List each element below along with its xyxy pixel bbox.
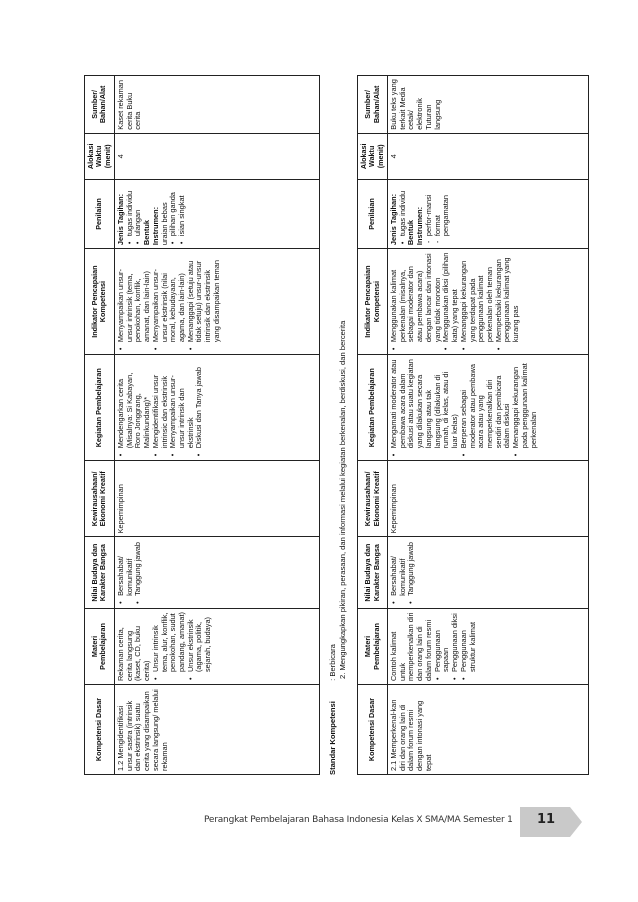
list-item: • pilihan ganda: [169, 183, 178, 236]
footer-title: Perangkat Pembelajaran Bahasa Indonesia Kelas X SMA/MA Semester 1: [204, 815, 513, 825]
table-row: [387, 76, 588, 775]
materi-sub: (agama, politik, sejarah, budaya): [194, 616, 213, 673]
list-item: • Mengidentifikasi unsur intrinsic dan ekstrinsik: [152, 358, 169, 448]
header-alokasi: Alokasi Waktu (menit): [85, 133, 115, 179]
header-kompetensi-dasar: Kompetensi Dasar: [358, 685, 388, 775]
list-item: • Menggunakan diksi (pilihan kata) yang tepat: [442, 252, 459, 342]
materi-sub: tema, alur, konflik, penokohan, sudut pandang, amanat): [159, 612, 186, 673]
list-item: • Menyampaikan unsur-unsur intrinsik (tema, penokohan, konflik, amanat, dan lain-lain): [117, 252, 152, 342]
header-indikator: Indikator Pencapaian Kompetensi: [358, 249, 388, 355]
list-item: • Menyampaikan unsur-unsur ekstrinsik (nilai moral, kebudayaan, agama, dan lain-lain): [152, 252, 187, 342]
list-item: • Penggunaan struktur kalimat: [460, 612, 477, 672]
nilai-cell: [114, 537, 319, 609]
list-item: • Unsur intrinsik tema, alur, konflik, penokohan, sudut pandang, amanat): [152, 612, 187, 672]
header-nilai-budaya: Nilai Budaya dan Karakter Bangsa: [358, 537, 388, 609]
bentuk-instrumen-label: Bentuk Instrumen:: [142, 206, 160, 246]
header-nilai-budaya: Nilai Budaya dan Karakter Bangsa: [85, 537, 115, 609]
list-item: - perfor-mansi: [425, 183, 434, 236]
list-item: • Bersahabat/ komunikatif: [390, 540, 407, 596]
kegiatan-cell: [114, 355, 319, 461]
page-number: 11: [537, 812, 556, 827]
list-item: • Unsur ekstrinsik (agama, politik, sejarah, budaya): [187, 612, 213, 672]
list-item: • Tanggung jawab: [407, 540, 416, 596]
list-item: • Mendengarkan cerita (Misalnya: Si Kabayan, Roro Jonggrang, Malinkundang)*: [117, 358, 152, 448]
materi-cell: [387, 608, 588, 684]
penilaian-cell: [387, 179, 588, 248]
header-kompetensi-dasar: Kompetensi Dasar: [85, 685, 115, 775]
alokasi-cell: 4: [387, 133, 588, 179]
materi-intro: Contoh kalimat untuk memperkenalkan diri dan orang lain di dalam forum resmi: [388, 612, 433, 682]
list-item: • Penggunaan sapaan: [434, 612, 451, 672]
standar-line1: Berbicara: [327, 644, 337, 677]
header-kegiatan: Kegiatan Pembelajaran: [358, 355, 388, 461]
list-item: • Memperbaiki kekurangan penggunaan kalimat yang kurang pas: [495, 252, 521, 342]
standar-label: Standar Kompetensi: [327, 701, 337, 775]
list-item: • Menanggapi kekurangan yang terdapat pada penggunaan kalimat perkenalan oleh teman: [460, 252, 495, 342]
rotated-page-content: [84, 75, 624, 775]
list-item: • isian singkat: [178, 183, 187, 236]
sumber-cell: Kaset rekaman cerita Buku cerita: [114, 76, 319, 134]
list-item: • Penggunaan diksi: [451, 612, 460, 672]
nilai-cell: [387, 537, 588, 609]
indikator-cell: [387, 249, 588, 355]
header-alokasi: Alokasi Waktu (menit): [358, 133, 388, 179]
list-item: • tugas individu: [399, 183, 408, 236]
header-sumber: Sumber/ Bahan/Alat: [358, 76, 388, 134]
list-item: • Menanggapi (setuju atau tidak setuju) unsur-unsur intrinsik dan ekstrinsik yang disampaikan teman: [187, 252, 222, 342]
list-item: • Bersahabat/ komunikatif: [117, 540, 134, 596]
syllabus-table-2: [357, 75, 589, 775]
jenis-tagihan-label: Jenis Tagihan:: [115, 193, 125, 246]
standar-kompetensi: [328, 75, 349, 775]
table-header-row: [85, 76, 115, 775]
kd-cell: 2.1 Memperkenal-kan diri dan orang lain di dalam forum resmi dengan intonasi yang tepat: [387, 685, 588, 775]
standar-line2: 2. Mengungkapkan pikiran, perasaan, dan informasi melalui kegiatan berkenalan, berdiskusi, dan bercerita: [338, 320, 348, 679]
standar-colon: :: [327, 678, 337, 681]
header-kewirausahaan: Kewirausahaan/ Ekonomi Kreatif: [358, 461, 388, 537]
header-penilaian: Penilaian: [85, 179, 115, 248]
header-kegiatan: Kegiatan Pembelajaran: [85, 355, 115, 461]
header-indikator: Indikator Pencapaian Kompetensi: [85, 249, 115, 355]
kd-cell: 1.2 Mengidentifikasi unsur sastra (intrinsik dan ekstrinsik) suatu cerita yang disampaikan secara langsung/ melalui rekaman: [114, 685, 319, 775]
list-item: - format pengamatan: [434, 183, 451, 236]
list-item: • ulangan: [134, 183, 143, 236]
kew-cell: Kepemimpinan: [114, 461, 319, 537]
header-materi: Materi Pembelajaran: [358, 608, 388, 684]
materi-intro: Rekaman cerita, cerita langsung (kaset, CD, buku cerita): [115, 625, 152, 682]
header-penilaian: Penilaian: [358, 179, 388, 248]
bentuk-instrumen-label: Bentuk Instrumen:: [406, 206, 425, 246]
list-item: • Berperan sebagai moderator atau pembawa acara atau yang memperkenalkan diri sendiri dan pembicara dalam diskusi: [460, 358, 512, 448]
syllabus-table-1: [84, 75, 320, 775]
table-row: [114, 76, 319, 775]
penilaian-cell: [114, 179, 319, 248]
jenis-tagihan-label: Jenis Tagihan:: [388, 193, 398, 246]
indikator-cell: [114, 249, 319, 355]
header-sumber: Sumber/ Bahan/Alat: [85, 76, 115, 134]
alokasi-cell: 4: [114, 133, 319, 179]
header-kewirausahaan: Kewirausahaan/ Ekonomi Kreatif: [85, 461, 115, 537]
header-materi: Materi Pembelajaran: [85, 608, 115, 684]
list-item: • Menyampaikan unsur-unsur intrinsik dan ekstrinsik: [169, 358, 195, 448]
page-footer: [0, 803, 638, 841]
list-item: • tugas individu: [126, 183, 135, 236]
sumber-cell: Buku teks yang terkait Media cetak/ elektronik Tuturan langsung: [387, 76, 588, 134]
list-item: • Menanggapi kekurangan pada penggunaan kalimat perkenalan: [512, 358, 538, 448]
list-item: • Mengamati moderator atau pembawa acara dalam diskusi atau suatu kegiatan yang dilakukan secara langsung atau tak langsung (dilakukan di rumah, di kelas, atau di luar kelas): [390, 358, 460, 448]
table-header-row: [358, 76, 388, 775]
materi-cell: [114, 608, 319, 684]
list-item: • Tanggung jawab: [134, 540, 143, 596]
list-item: • Diskusi dan Tanya jawab: [195, 358, 204, 448]
bentuk-intro: uraian bebas: [159, 202, 169, 246]
list-item: • Menggunakan kalimat perkenalan (misalnya, sebagai moderator dan atau pembawa acara) dengan lancar dan intonasi yang tidak monoton: [390, 252, 442, 342]
kegiatan-cell: [387, 355, 588, 461]
kew-cell: Kepemimpinan: [387, 461, 588, 537]
